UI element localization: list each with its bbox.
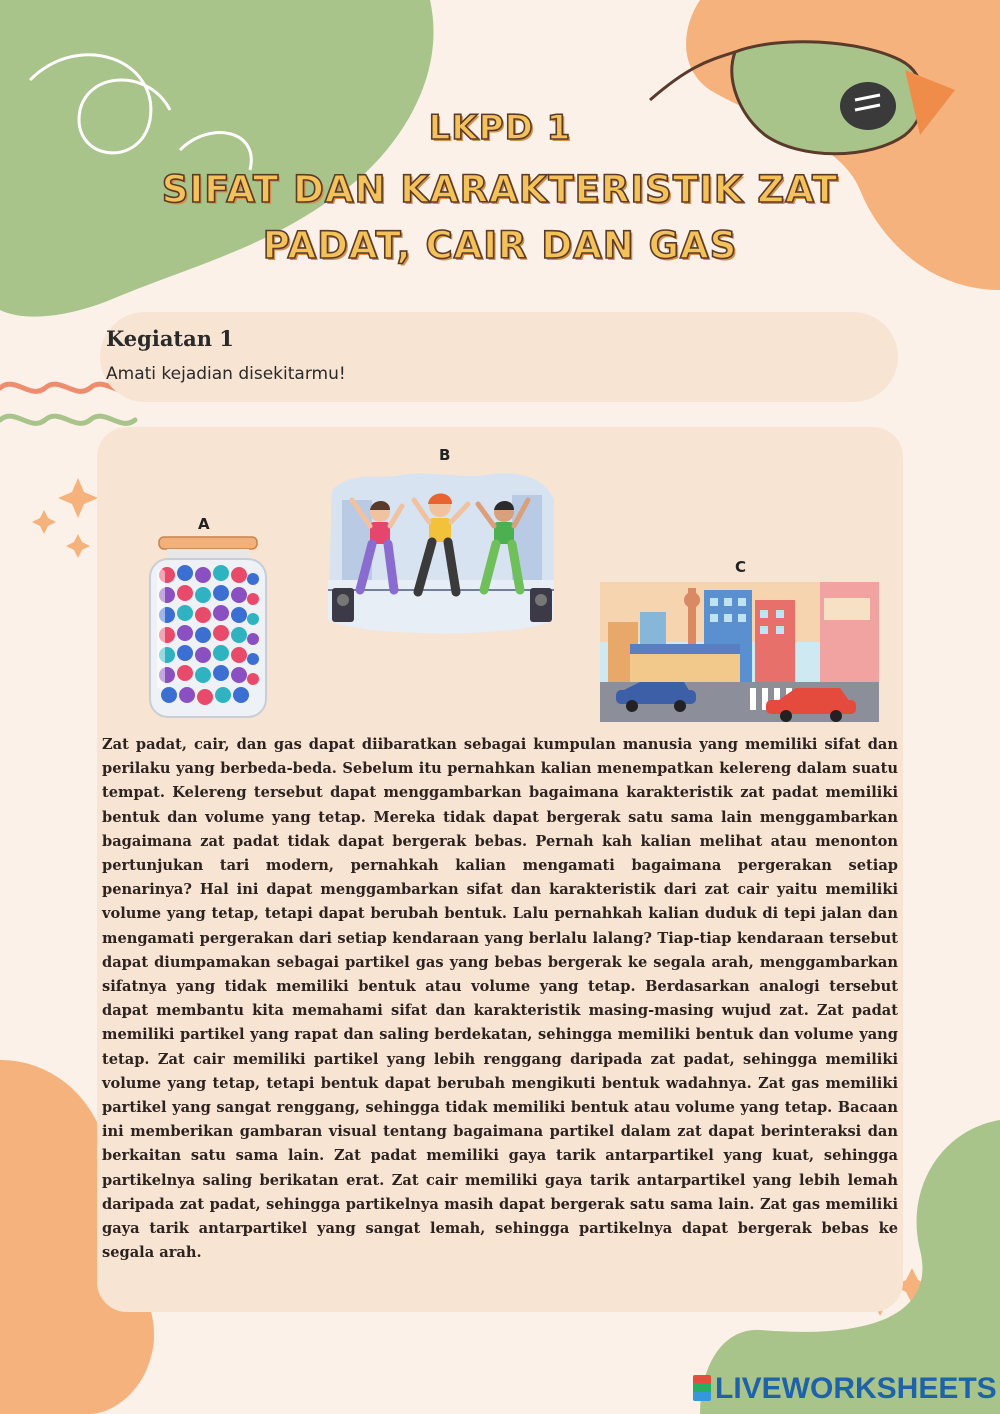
image-label-c: C [735, 558, 747, 576]
title-line-1: LKPD 1 [428, 108, 572, 148]
title-line-2: SIFAT DAN KARAKTERISTIK ZAT [161, 168, 839, 211]
liveworksheets-icon [693, 1375, 711, 1401]
title-line-3: PADAT, CAIR DAN GAS [262, 224, 738, 267]
green-blob-top-left [0, 0, 434, 317]
dancers-icon [322, 470, 560, 640]
reading-paragraph: Zat padat, cair, dan gas dapat diibaratkan sebagai kumpulan manusia yang memiliki sifat dan perilaku yang berbeda-beda. Sebelum itu pernahkan kalian menempatkan kelereng dalam suatu tempat. Kelereng tersebut dapat menggambarkan bagaimana karakteristik zat padat memiliki bentuk dan volume yang tetap. Mereka tidak dapat bergerak satu sama lain menggambarkan bagaimana zat padat tidak dapat bergerak bebas. Pernah kah kalian melihat atau menonton pertunjukan tari modern, pernahkah kalian mengamati bagaimana pergerakan setiap penarinya? Hal ini dapat menggambarkan sifat dan karakteristik dari zat cair yaitu memiliki volume yang tetap, tetapi dapat berubah bentuk. Lalu pernahkah kalian duduk di tepi jalan dan mengamati pergerakan dari setiap kendaraan yang berlalu lalang? Tiap-tiap kendaraan tersebut dapat diumpamakan sebagai partikel gas yang bebas bergerak ke segala arah, menggambarkan sifatnya yang tidak memiliki bentuk atau volume yang tetap. Berdasarkan analogi tersebut dapat membantu kita memahami sifat dan karakteristik masing-masing wujud zat. Zat padat memiliki partikel yang rapat dan saling berdekatan, sehingga memiliki bentuk dan volume yang tetap. Zat cair memiliki partikel yang lebih renggang daripada zat padat, sehingga memiliki volume yang tetap, tetapi bentuk dapat berubah mengikuti bentuk wadahnya. Zat gas memiliki partikel yang sangat renggang, sehingga tidak memiliki bentuk atau volume yang tetap. Bacaan ini memberikan gambaran visual tentang bagaimana partikel dalam zat dapat berinteraksi dan berkaitan satu sama lain. Zat padat memiliki gaya tarik antarpartikel yang kuat, sehingga partikelnya saling berikatan erat. Zat cair memiliki gaya tarik antarpartikel yang lebih lemah daripada zat padat, sehingga partikelnya masih dapat bergerak satu sama lain. Zat gas memiliki gaya tarik antarpartikel yang sangat lemah, sehingga partikelnya dapat bergerak bebas ke segala arah. [102, 736, 898, 1262]
marble-jar-icon [145, 535, 270, 720]
activity-box [100, 312, 898, 402]
liveworksheets-logo[interactable] [693, 1372, 997, 1406]
image-label-b: B [439, 446, 451, 464]
activity-instruction: Amati kejadian disekitarmu! [106, 364, 346, 384]
city-street-icon [600, 582, 879, 722]
brand-text: LIVEWORKSHEETS [715, 1372, 997, 1405]
activity-title: Kegiatan 1 [106, 326, 234, 351]
image-label-a: A [198, 515, 210, 533]
